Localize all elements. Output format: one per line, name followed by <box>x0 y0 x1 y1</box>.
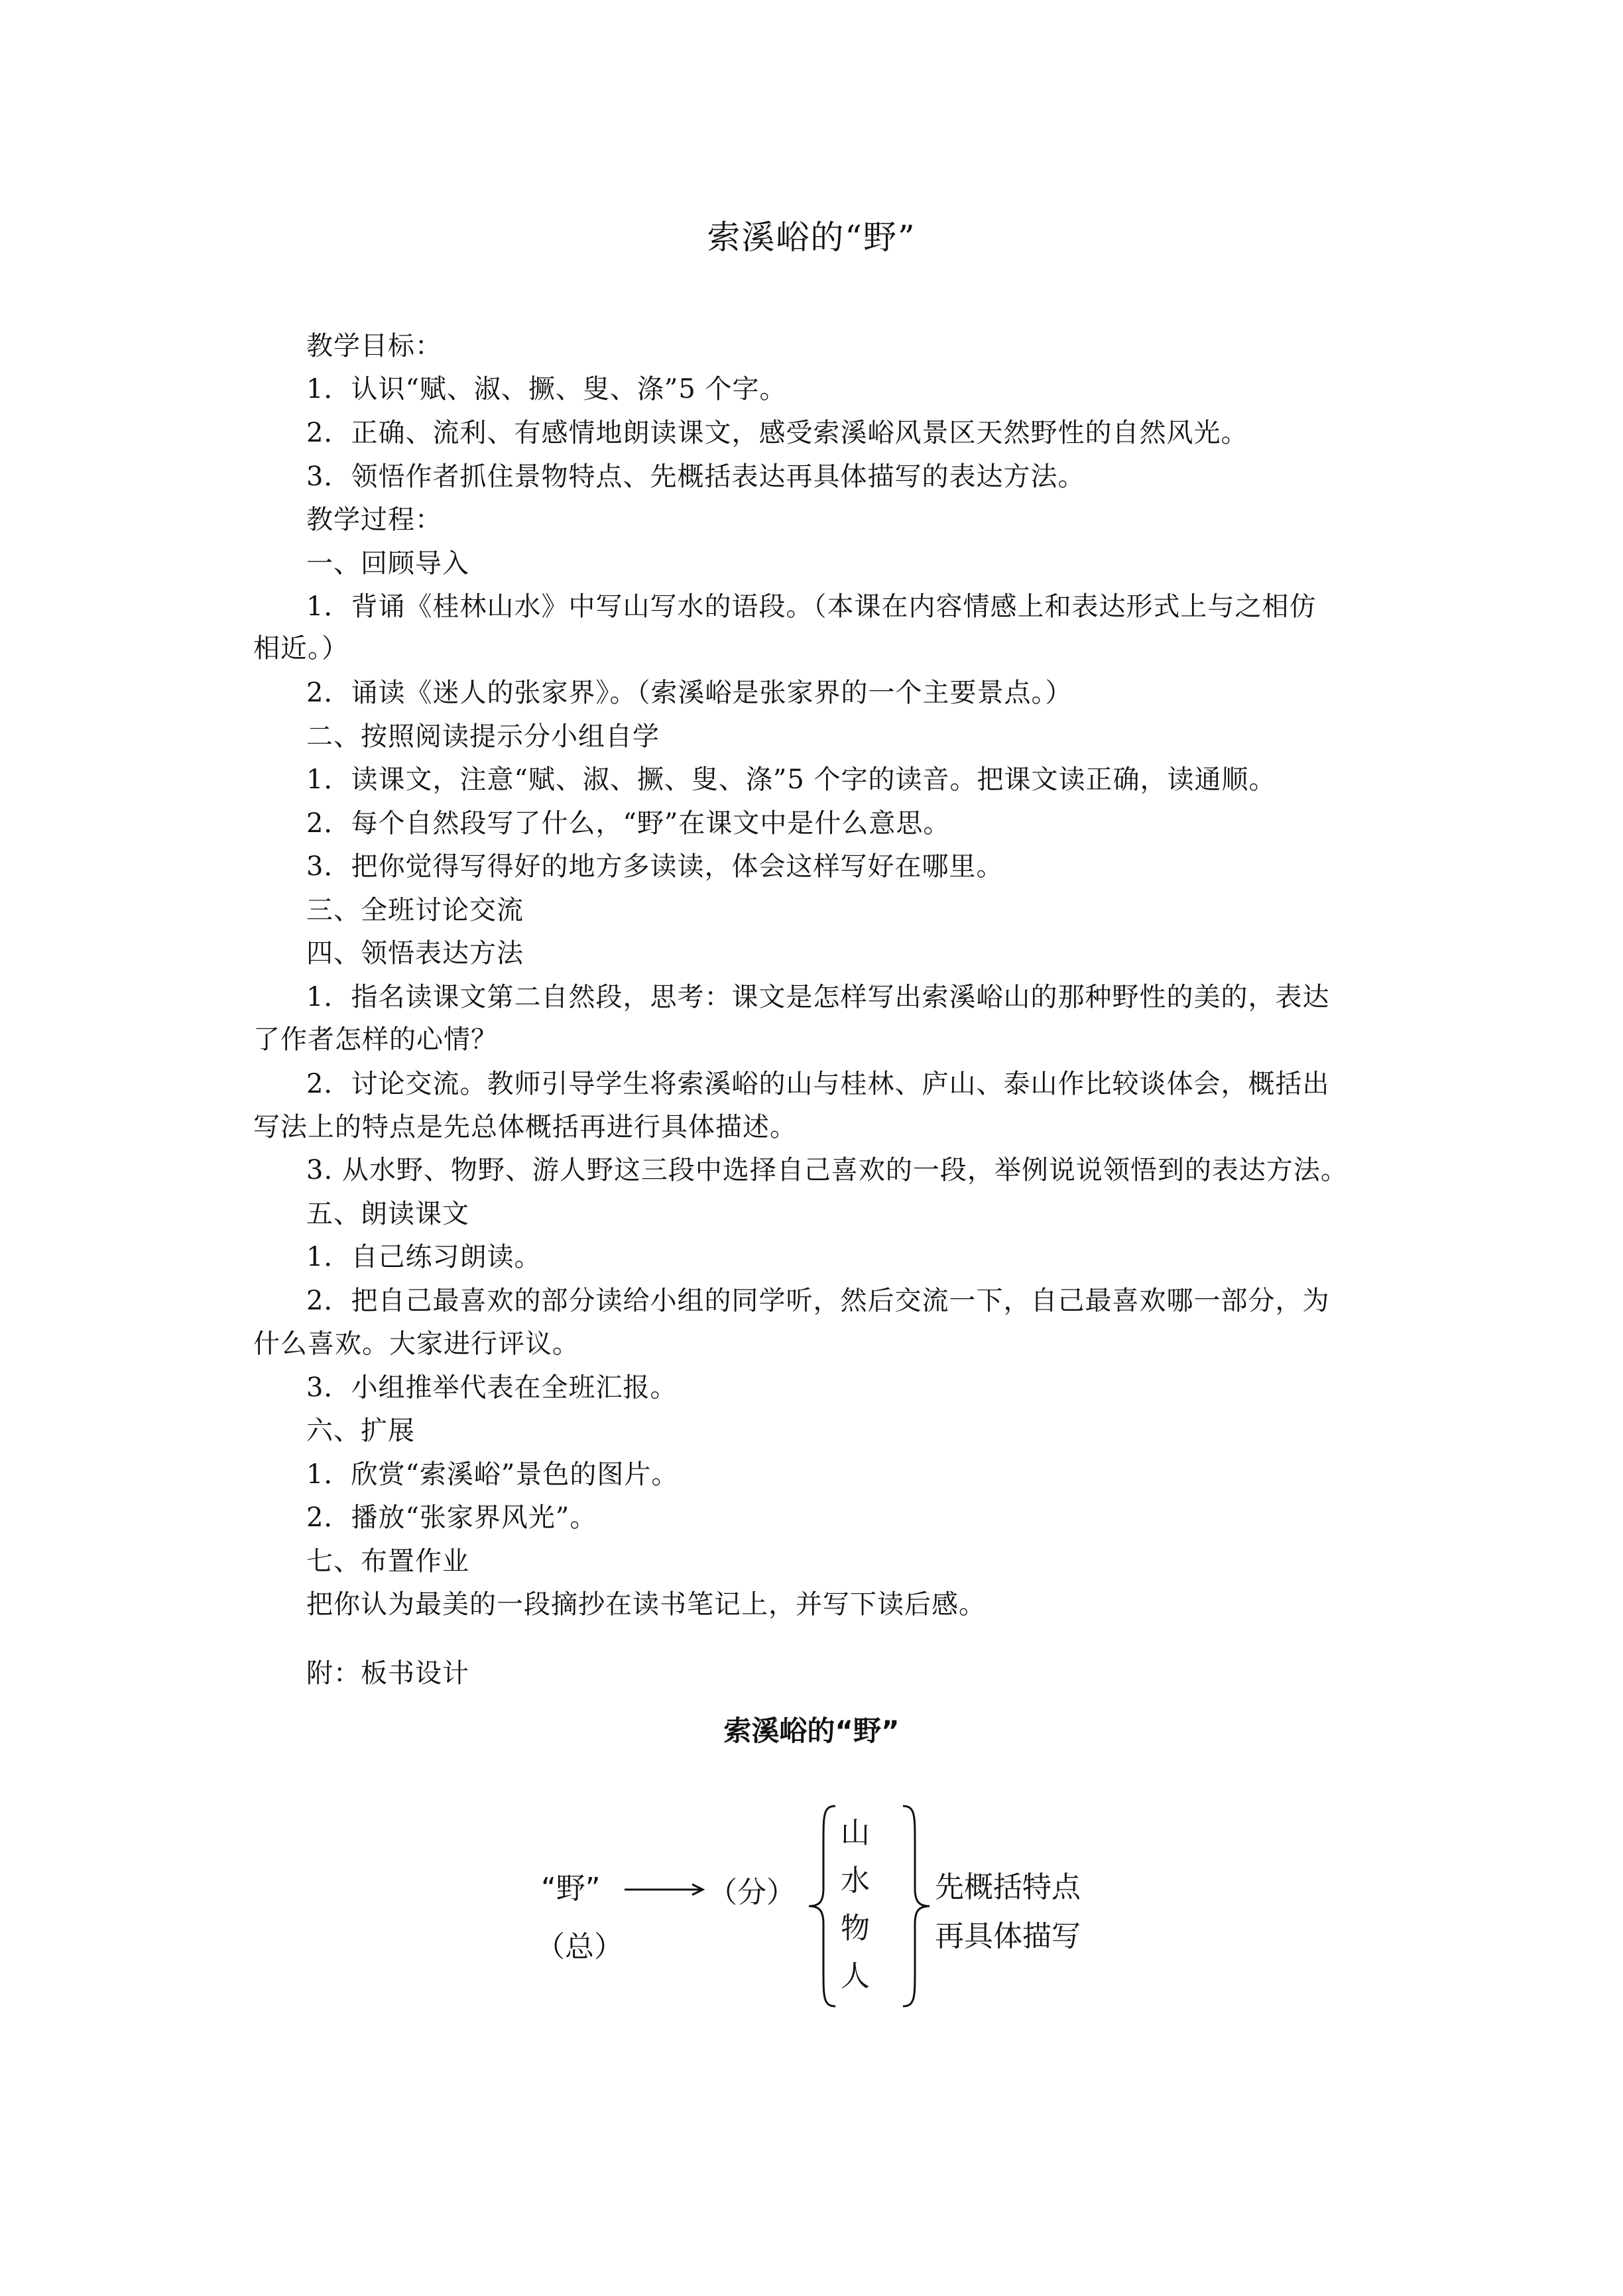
text-line: 1．指名读课文第二自然段，思考：课文是怎样写出索溪峪山的那种野性的美的，表达 <box>306 982 1330 1012</box>
board-total-note: （总） <box>536 1930 623 1964</box>
text-line: 四、领悟表达方法 <box>306 938 524 969</box>
text-line: 2．正确、流利、有感情地朗读课文，感受索溪峪风景区天然野性的自然风光。 <box>306 418 1248 448</box>
text-line: 3．领悟作者抓住景物特点、先概括表达再具体描写的表达方法。 <box>306 461 1085 492</box>
text-line: 七、布置作业 <box>306 1546 469 1577</box>
text-line: 3．把你觉得写得好的地方多读读，体会这样写好在哪里。 <box>306 851 1004 882</box>
board-title: 索溪峪的“野” <box>723 1715 900 1747</box>
arrow-icon <box>623 1876 716 1903</box>
text-line: 1．欣赏“索溪峪”景色的图片。 <box>306 1459 679 1490</box>
left-brace-icon <box>802 1802 842 2010</box>
text-line: 了作者怎样的心情？ <box>253 1024 498 1055</box>
text-line: 三、全班讨论交流 <box>306 895 524 926</box>
text-line: 相近。） <box>253 633 349 664</box>
text-line: 1．自己练习朗读。 <box>306 1242 542 1272</box>
text-line: 2．每个自然段写了什么，“野”在课文中是什么意思。 <box>306 808 951 839</box>
text-line: 2．播放“张家界风光”。 <box>306 1502 597 1533</box>
text-line: 1．背诵《桂林山水》中写山写水的语段。（本课在内容情感上和表达形式上与之相仿 <box>306 591 1317 622</box>
text-line: 二、按照阅读提示分小组自学 <box>306 721 660 752</box>
text-line: 3．小组推举代表在全班汇报。 <box>306 1372 678 1403</box>
board-item-object: 物 <box>841 1911 870 1945</box>
text-line: 教学过程： <box>306 505 442 535</box>
text-line: 1．认识“赋、淑、撅、叟、涤”5 个字。 <box>306 374 787 404</box>
text-line: 附：板书设计 <box>306 1658 469 1689</box>
board-item-people: 人 <box>841 1959 870 1993</box>
board-item-water: 水 <box>841 1864 870 1898</box>
text-line: 2．诵读《迷人的张家界》。（索溪峪是张家界的一个主要景点。） <box>306 678 1073 708</box>
board-branch-label: （分） <box>708 1876 796 1909</box>
text-line: 把你认为最美的一段摘抄在读书笔记上，并写下读后感。 <box>306 1589 986 1620</box>
text-line: 什么喜欢。大家进行评议。 <box>253 1329 579 1359</box>
text-line: 五、朗读课文 <box>306 1199 469 1229</box>
text-line: 2．讨论交流。教师引导学生将索溪峪的山与桂林、庐山、泰山作比较谈体会，概括出 <box>306 1069 1330 1099</box>
board-item-mountain: 山 <box>841 1816 870 1850</box>
board-summary-2: 再具体描写 <box>935 1919 1081 1953</box>
text-line: 2．把自己最喜欢的部分读给小组的同学听，然后交流一下，自己最喜欢哪一部分，为 <box>306 1286 1330 1316</box>
text-line: 1．读课文，注意“赋、淑、撅、叟、涤”5 个字的读音。把课文读正确，读通顺。 <box>306 764 1276 795</box>
text-line: 教学目标： <box>306 331 442 361</box>
right-brace-icon <box>896 1802 936 2010</box>
board-total-label: “野” <box>541 1872 601 1905</box>
board-summary-1: 先概括特点 <box>935 1870 1081 1904</box>
text-line: 3. 从水野、物野、游人野这三段中选择自己喜欢的一段，举例说说领悟到的表达方法。 <box>306 1155 1348 1185</box>
text-line: 六、扩展 <box>306 1416 415 1446</box>
text-line: 写法上的特点是先总体概括再进行具体描述。 <box>253 1112 797 1142</box>
text-line: 一、回顾导入 <box>306 548 469 579</box>
page-title: 索溪峪的“野” <box>707 218 916 257</box>
